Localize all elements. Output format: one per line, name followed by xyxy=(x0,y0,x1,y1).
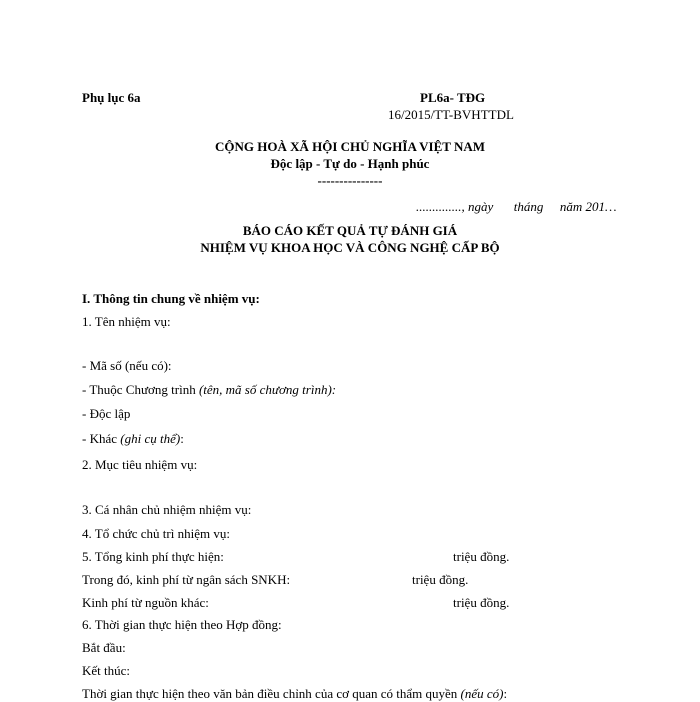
date-day: ngày xyxy=(468,199,494,214)
independent-label: - Độc lập xyxy=(82,406,131,421)
section-heading: I. Thông tin chung về nhiệm vụ: xyxy=(82,291,260,306)
date-year: năm 201… xyxy=(559,199,617,214)
total-budget-label: 5. Tổng kinh phí thực hiện: xyxy=(82,549,224,564)
other-prefix: - Khác xyxy=(82,431,121,446)
program-label xyxy=(82,382,336,398)
task-code-label: - Mã số (nếu có): xyxy=(82,358,172,373)
other-budget-label: Kinh phí từ nguồn khác: xyxy=(82,595,209,610)
adjusted-note: (nếu có) xyxy=(460,686,504,701)
duration-label: 6. Thời gian thực hiện theo Hợp đồng: xyxy=(82,617,282,632)
total-budget-unit: triệu đồng. xyxy=(453,549,510,564)
form-code: PL6a- TĐG xyxy=(420,90,486,105)
program-note: (tên, mã số chương trình): xyxy=(198,382,337,397)
task-name-label: 1. Tên nhiệm vụ: xyxy=(82,314,171,329)
report-title-line1: BÁO CÁO KẾT QUẢ TỰ ĐÁNH GIÁ xyxy=(242,223,458,238)
adjusted-suffix: : xyxy=(503,686,508,701)
date-line xyxy=(416,199,617,215)
report-title-line2: NHIỆM VỤ KHOA HỌC VÀ CÔNG NGHỆ CẤP BỘ xyxy=(200,240,500,255)
motto-rule: --------------- xyxy=(317,173,383,188)
host-org-label: 4. Tổ chức chủ trì nhiệm vụ: xyxy=(82,526,230,541)
appendix-label: Phụ lục 6a xyxy=(82,90,141,105)
program-prefix: - Thuộc Chương trình xyxy=(82,382,199,397)
country-name: CỘNG HOÀ XÃ HỘI CHỦ NGHĨA VIỆT NAM xyxy=(214,139,486,154)
state-budget-label: Trong đó, kinh phí từ ngân sách SNKH: xyxy=(82,572,291,587)
other-suffix: : xyxy=(180,431,184,446)
other-note: (ghi cụ thể) xyxy=(120,431,181,446)
circular-number: 16/2015/TT-BVHTTDL xyxy=(388,107,514,122)
other-budget-unit: triệu đồng. xyxy=(453,595,510,610)
other-label xyxy=(82,431,184,447)
state-budget-unit: triệu đồng. xyxy=(412,572,469,587)
date-month: tháng xyxy=(513,199,544,214)
objective-label: 2. Mục tiêu nhiệm vụ: xyxy=(82,457,198,472)
date-place: .............., xyxy=(416,199,465,214)
leader-label: 3. Cá nhân chủ nhiệm nhiệm vụ: xyxy=(82,502,252,517)
end-label: Kết thúc: xyxy=(82,663,131,678)
adjusted-prefix: Thời gian thực hiện theo văn bản điều chỉnh của cơ quan có thẩm quyền xyxy=(82,686,461,701)
start-label: Bắt đầu: xyxy=(82,640,126,655)
national-motto: Độc lập - Tự do - Hạnh phúc xyxy=(270,156,430,171)
